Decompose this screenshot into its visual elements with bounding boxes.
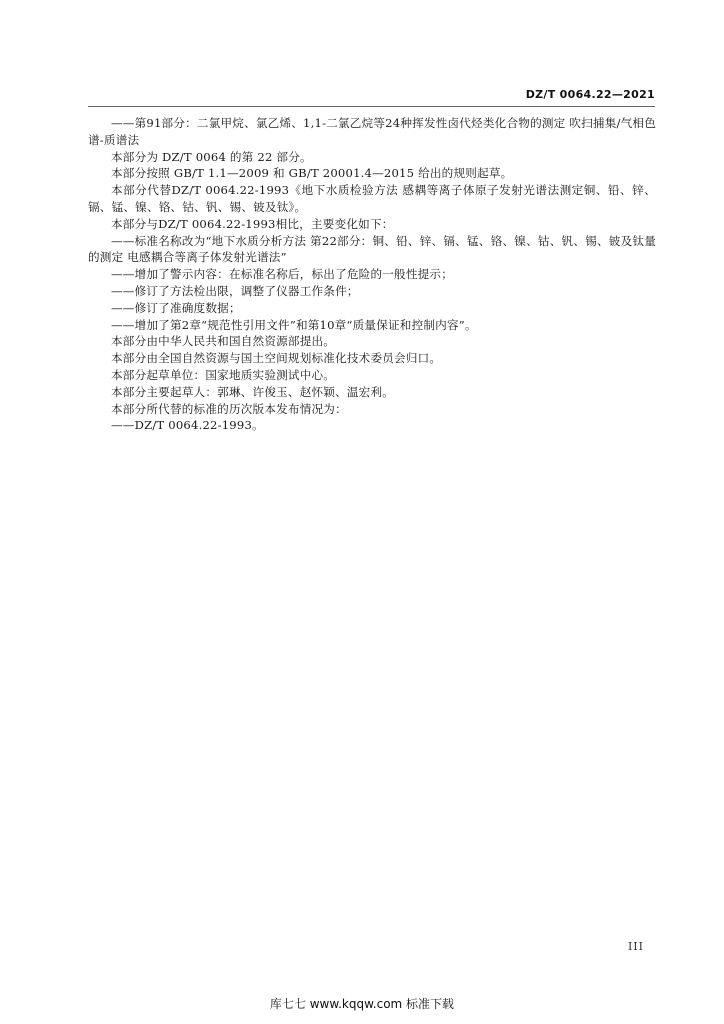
paragraph-change-title: ——标准名称改为“地下水质分析方法 第22部分：铜、铅、锌、镉、锰、铬、镍、钴、钒、锡、铍及钛量的测定 电感耦合等离子体发射光谱法”	[88, 233, 656, 265]
paragraph-part-number: 本部分为 DZ/T 0064 的第 22 部分。	[111, 149, 312, 164]
paragraph-previous-editions: 本部分所代替的标准的历次版本发布情况为：	[111, 401, 347, 416]
header-standard-code: DZ/T 0064.22—2021	[525, 88, 655, 101]
paragraph-proposed-by: 本部分由中华人民共和国自然资源部提出。	[111, 334, 336, 349]
paragraph-changes-intro: 本部分与DZ/T 0064.22-1993相比，主要变化如下：	[111, 216, 394, 231]
paragraph-replaces: 本部分代替DZ/T 0064.22-1993《地下水质检验方法 感耦等离子体原子发射光谱法测定铜、铅、锌、镉、锰、镍、铬、钴、钒、锡、铍及钛》。	[88, 183, 656, 214]
footer-watermark: 库七七 www.kqqw.com 标准下载	[269, 997, 455, 1011]
paragraph-previous-edition-item: ——DZ/T 0064.22-1993。	[111, 418, 264, 433]
paragraph-change-warning: ——增加了警示内容：在标准名称后，标出了危险的一般性提示；	[111, 267, 454, 282]
paragraph-change-accuracy: ——修订了准确度数据；	[111, 300, 241, 315]
page-number: III	[627, 940, 644, 953]
paragraph-centralized-by: 本部分由全国自然资源与国土空间规划标准化技术委员会归口。	[111, 351, 442, 366]
paragraph-part-91: ——第91部分：二氯甲烷、氯乙烯、1,1-二氯乙烷等24种挥发性卤代烃类化合物的测定 吹扫捕集/气相色谱-质谱法	[88, 116, 656, 147]
document-body	[88, 115, 656, 434]
paragraph-drafters: 本部分主要起草人：郭琳、许俊玉、赵怀颖、温宏利。	[111, 384, 395, 399]
paragraph-change-chapters: ——增加了第2章“规范性引用文件”和第10章“质量保证和控制内容”。	[111, 317, 477, 332]
header-rule	[88, 106, 655, 107]
paragraph-drafting-unit: 本部分起草单位：国家地质实验测试中心。	[111, 367, 336, 382]
paragraph-change-detection-limit: ——修订了方法检出限，调整了仪器工作条件；	[111, 283, 359, 298]
paragraph-drafting-rules: 本部分按照 GB/T 1.1—2009 和 GB/T 20001.4—2015 给出的规则起草。	[111, 166, 513, 181]
